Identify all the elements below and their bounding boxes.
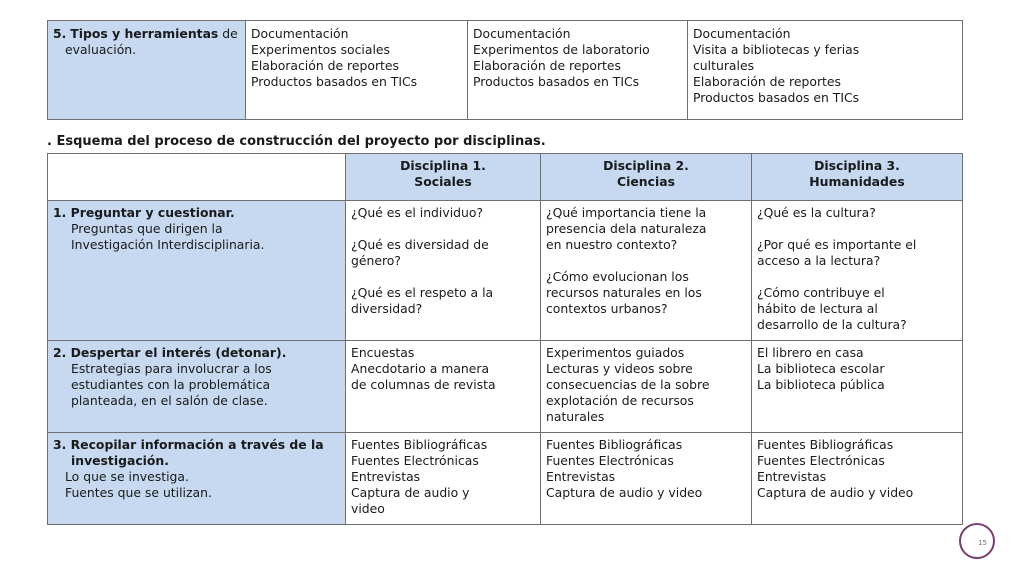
cell-sociales-2 <box>346 341 541 433</box>
cell-line: ¿Qué es el individuo? <box>351 205 484 220</box>
row-title: 2. Despertar el interés (detonar) <box>53 345 282 360</box>
row-desc: Fuentes que se utilizan. <box>65 485 212 500</box>
table-row <box>48 433 963 525</box>
criterion-number: 5. <box>53 26 67 41</box>
cell-line: Entrevistas <box>546 469 616 484</box>
cell-line: Fuentes Bibliográficas <box>757 437 894 452</box>
list-item: Productos basados en TICs <box>473 74 640 89</box>
cell-line: género? <box>351 253 401 268</box>
cell-line: contextos urbanos? <box>546 301 668 316</box>
cell-line: Fuentes Bibliográficas <box>546 437 683 452</box>
cell-line: ¿Qué es la cultura? <box>757 205 876 220</box>
cell-sociales-1 <box>346 201 541 341</box>
row-title-cell <box>48 341 346 433</box>
list-item: Documentación <box>693 26 791 41</box>
cell-line: ¿Por qué es importante el <box>757 237 917 252</box>
cell-line: ¿Cómo evolucionan los <box>546 269 689 284</box>
cell-line: acceso a la lectura? <box>757 253 881 268</box>
table-row <box>48 201 963 341</box>
row-desc: planteada, en el salón de clase. <box>71 393 268 408</box>
cell-line: Captura de audio y <box>351 485 470 500</box>
evaluation-cell-1 <box>246 21 468 120</box>
row-title-cell <box>48 201 346 341</box>
cell-sociales-3 <box>346 433 541 525</box>
table-row <box>48 21 963 120</box>
criterion-title-rest: de <box>218 26 238 41</box>
header-sublabel: Sociales <box>414 174 472 189</box>
cell-line: recursos naturales en los <box>546 285 702 300</box>
list-item: Documentación <box>473 26 571 41</box>
row-title-suffix: . <box>230 205 235 220</box>
cell-line: Fuentes Bibliográficas <box>351 437 488 452</box>
evaluation-cell-2 <box>468 21 688 120</box>
cell-line: La biblioteca escolar <box>757 361 885 376</box>
cell-line: Fuentes Electrónicas <box>546 453 674 468</box>
evaluation-table <box>47 20 963 120</box>
row-title: 1. Preguntar y cuestionar <box>53 205 231 220</box>
cell-humanidades-2 <box>752 341 963 433</box>
list-item: Elaboración de reportes <box>251 58 399 73</box>
cell-line: El librero en casa <box>757 345 864 360</box>
cell-line: ¿Qué es el respeto a la <box>351 285 494 300</box>
cell-line: consecuencias de la sobre <box>546 377 710 392</box>
cell-line: Fuentes Electrónicas <box>351 453 479 468</box>
list-item: Visita a bibliotecas y ferias <box>693 42 860 57</box>
row-title-suffix: . <box>281 345 287 360</box>
cell-ciencias-1 <box>541 201 752 341</box>
page-number: 15 <box>978 539 987 547</box>
list-item: Elaboración de reportes <box>473 58 621 73</box>
list-item: Productos basados en TICs <box>693 90 860 105</box>
header-empty-cell <box>48 154 346 201</box>
row-title-cell <box>48 433 346 525</box>
header-label: Disciplina 2. <box>603 158 689 173</box>
cell-line: ¿Qué es diversidad de <box>351 237 489 252</box>
cell-line: naturales <box>546 409 605 424</box>
cell-line: Captura de audio y video <box>757 485 914 500</box>
cell-line: en nuestro contexto? <box>546 237 678 252</box>
cell-line: explotación de recursos <box>546 393 694 408</box>
list-item: culturales <box>693 58 755 73</box>
cell-line: presencia dela naturaleza <box>546 221 707 236</box>
evaluation-cell-3 <box>688 21 963 120</box>
criterion-cell <box>48 21 246 120</box>
list-item: Experimentos sociales <box>251 42 390 57</box>
criterion-line2: evaluación. <box>65 42 137 57</box>
cell-line: Anecdotario a manera <box>351 361 490 376</box>
cell-line: ¿Qué importancia tiene la <box>546 205 707 220</box>
cell-line: de columnas de revista <box>351 377 496 392</box>
cell-line: video <box>351 501 385 516</box>
cell-ciencias-2 <box>541 341 752 433</box>
table-row <box>48 341 963 433</box>
cell-line: Captura de audio y video <box>546 485 703 500</box>
cell-ciencias-3 <box>541 433 752 525</box>
row-desc: Estrategias para involucrar a los <box>71 361 272 376</box>
header-discipline-2 <box>541 154 752 201</box>
cell-humanidades-1 <box>752 201 963 341</box>
row-desc: estudiantes con la problemática <box>71 377 271 392</box>
section-title: . Esquema del proceso de construcción del proyecto por disciplinas. <box>47 134 546 149</box>
cell-line: diversidad? <box>351 301 423 316</box>
cell-line: Entrevistas <box>351 469 421 484</box>
row-desc: Lo que se investiga. <box>65 469 189 484</box>
cell-line: desarrollo de la cultura? <box>757 317 907 332</box>
cell-line: ¿Cómo contribuye el <box>757 285 885 300</box>
header-label: Disciplina 3. <box>814 158 900 173</box>
header-label: Disciplina 1. <box>400 158 486 173</box>
page-number-badge <box>959 523 995 559</box>
list-item: Productos basados en TICs <box>251 74 418 89</box>
cell-line: Experimentos guiados <box>546 345 685 360</box>
header-sublabel: Humanidades <box>809 174 905 189</box>
header-sublabel: Ciencias <box>617 174 675 189</box>
header-discipline-3 <box>752 154 963 201</box>
row-title-line2: investigación. <box>71 453 169 468</box>
list-item: Experimentos de laboratorio <box>473 42 650 57</box>
row-title: 3. Recopilar información a través de la <box>53 437 324 452</box>
cell-line: Fuentes Electrónicas <box>757 453 885 468</box>
cell-line: Encuestas <box>351 345 415 360</box>
row-desc: Preguntas que dirigen la <box>71 221 223 236</box>
cell-line: hábito de lectura al <box>757 301 878 316</box>
process-table <box>47 153 963 525</box>
list-item: Elaboración de reportes <box>693 74 841 89</box>
header-row <box>48 154 963 201</box>
cell-line: Lecturas y videos sobre <box>546 361 693 376</box>
list-item: Documentación <box>251 26 349 41</box>
header-discipline-1 <box>346 154 541 201</box>
cell-line: Entrevistas <box>757 469 827 484</box>
row-desc: Investigación Interdisciplinaria. <box>71 237 265 252</box>
criterion-title: Tipos y herramientas <box>70 26 219 41</box>
cell-line: La biblioteca pública <box>757 377 885 392</box>
cell-humanidades-3 <box>752 433 963 525</box>
